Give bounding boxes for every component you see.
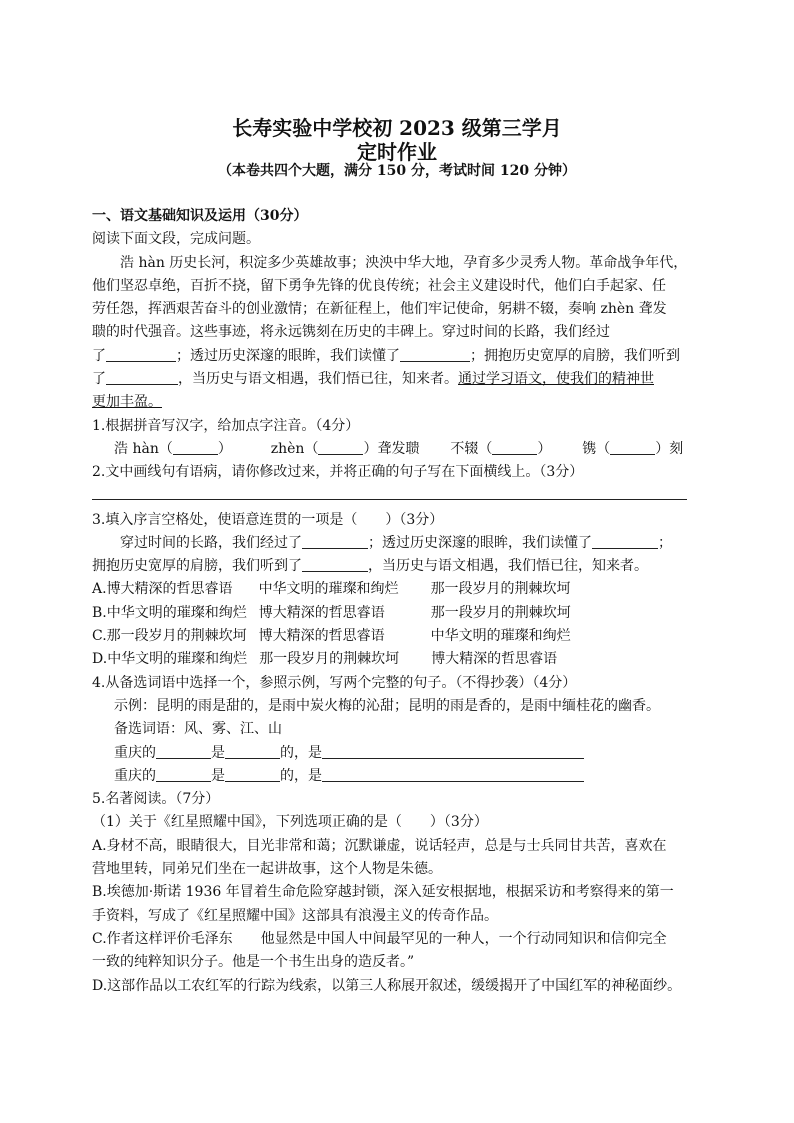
answer-blank[interactable] <box>322 744 584 759</box>
answer-blank[interactable] <box>225 744 280 759</box>
underlined-sentence: 通过学习语文，使我们的精神世 <box>458 371 654 388</box>
option-label: C. <box>92 628 107 645</box>
underlined-sentence-end: 更加丰盈。 <box>92 394 162 411</box>
answer-blank[interactable] <box>106 347 176 362</box>
question-5-stem: 5.名著阅读。（7分） <box>92 791 220 808</box>
q3-passage-line <box>92 532 712 555</box>
q4-text: 的，是 <box>280 767 322 784</box>
q1-item-text: 浩 hàn（ <box>114 440 173 457</box>
option-text: 那一段岁月的荆棘坎坷 <box>430 581 571 598</box>
answer-blank[interactable] <box>302 557 368 572</box>
q3-option-c[interactable] <box>92 625 712 648</box>
q5-option-d[interactable]: D.这部作品以工农红军的行踪为线索，以第三人称展开叙述，缓缓揭开了中国红军的神秘面纱。 <box>92 977 682 994</box>
q3-text: ；透过历史深邃的眼眸，我们读懂了 <box>368 534 592 551</box>
q4-word-choices: 备选词语：风、雾、江、山 <box>114 721 282 738</box>
answer-line[interactable] <box>92 485 687 500</box>
q5-option-c[interactable]: C.作者这样评价毛泽东 他显然是中国人中间最罕见的一种人，一个行动同知识和信仰完全 <box>92 930 667 947</box>
section-heading: 一、语文基础知识及运用（30分） <box>92 208 308 224</box>
answer-blank[interactable] <box>156 744 211 759</box>
question-1-stem: 1.根据拼音写汉字，给加点字注音。（4分） <box>92 417 360 434</box>
option-text: 中华文明的璀璨和绚烂 <box>430 628 571 645</box>
question-2-stem: 2.文中画线句有语病，请你修改过来，并将正确的句子写在下面横线上。（3分） <box>92 464 584 481</box>
passage-line: 劳任怨，挥洒艰苦奋斗的创业激情；在新征程上，他们牢记使命，躬耕不辍，奏响 zhèn 聋发 <box>92 301 667 318</box>
answer-blank[interactable] <box>156 767 211 782</box>
q3-option-b[interactable] <box>92 602 712 625</box>
q1-item-text: ）聋发聩 <box>363 440 420 457</box>
reading-intro: 阅读下面文段，完成问题。 <box>92 231 260 248</box>
passage-text: 了 <box>92 371 106 388</box>
option-label: D. <box>92 651 108 668</box>
q3-passage-line <box>92 555 712 578</box>
answer-blank[interactable] <box>492 440 537 455</box>
q4-example: 示例：昆明的雨是甜的，是雨中炭火梅的沁甜；昆明的雨是香的，是雨中缅桂花的幽香。 <box>114 697 660 714</box>
q4-text: 的，是 <box>280 744 322 761</box>
option-text: 那一段岁月的荆棘坎坷 <box>430 604 571 621</box>
section-one <box>92 205 712 998</box>
option-text: 博大精深的哲思睿语 <box>258 604 385 621</box>
option-text: 中华文明的璀璨和绚烂 <box>107 651 248 668</box>
answer-blank[interactable] <box>400 347 470 362</box>
answer-blank[interactable] <box>610 440 655 455</box>
answer-blank[interactable] <box>173 440 218 455</box>
answer-blank[interactable] <box>322 767 584 782</box>
q5-option-b-cont: 手资料，写成了《红星照耀中国》这部具有浪漫主义的传奇作品。 <box>92 907 498 924</box>
option-text: 博大精深的哲思睿语 <box>431 651 558 668</box>
q3-text: ，当历史与语文相遇，我们悟已往，知来者。 <box>368 558 648 575</box>
q1-item-text: ）刻 <box>655 440 684 457</box>
q3-text: 拥抱历史宽厚的肩膀，我们听到了 <box>92 558 302 575</box>
q5-option-a-cont: 营地里转，同弟兄们坐在一起讲故事，这个人物是朱德。 <box>92 861 442 878</box>
option-label: B. <box>92 604 107 621</box>
passage-line: 他们坚忍卓绝，百折不挠，留下勇争先锋的优良传统；社会主义建设时代，他们白手起家、任 <box>92 277 666 294</box>
passage-text: ，当历史与语文相遇，我们悟已往，知来者。 <box>178 371 458 388</box>
q1-item-text: 镌（ <box>582 440 611 457</box>
passage-text: 了 <box>92 347 106 364</box>
q1-item-text: ） <box>217 440 232 457</box>
option-text: 那一段岁月的荆棘坎坷 <box>106 628 247 645</box>
option-label: A. <box>92 581 107 598</box>
passage-line: 浩 hàn 历史长河，积淀多少英雄故事；泱泱中华大地，孕育多少灵秀人物。革命战争年代， <box>120 254 688 271</box>
q4-answer-row <box>92 765 712 788</box>
question-4-stem: 4.从备选词语中选择一个，参照示例，写两个完整的句子。（不得抄袭）（4分） <box>92 674 577 691</box>
q1-item-text: 不辍（ <box>450 440 493 457</box>
exam-subtitle: （本卷共四个大题，满分 150 分，考试时间 120 分钟） <box>218 163 576 179</box>
exam-title: 长寿实验中学校初 2023 级第三学月 <box>232 116 562 140</box>
q3-option-d[interactable] <box>92 648 712 671</box>
passage-line: 聩的时代强音。这些事迹，将永远镌刻在历史的丰碑上。穿过时间的长路，我们经过 <box>92 324 610 341</box>
q3-option-a[interactable] <box>92 578 712 601</box>
option-text: 那一段岁月的荆棘坎坷 <box>259 651 400 668</box>
option-text: 博大精深的哲思睿语 <box>106 581 233 598</box>
option-text: 中华文明的璀璨和绚烂 <box>106 604 247 621</box>
q1-item-text: ） <box>537 440 552 457</box>
q5-option-a[interactable]: A.身材不高，眼睛很大，目光非常和蔼；沉默谦虚，说话轻声，总是与士兵同甘共苦，喜欢在 <box>92 837 667 854</box>
q5-option-b[interactable]: B.埃德加·斯诺 1936 年冒着生命危险穿越封锁，深入延安根据地，根据采访和考察得来的第一 <box>92 884 674 901</box>
answer-blank[interactable] <box>592 534 658 549</box>
option-text: 中华文明的璀璨和绚烂 <box>258 581 399 598</box>
question-3-stem: 3.填入序言空格处，使语意连贯的一项是（ ）（3分） <box>92 511 444 528</box>
q5-option-c-cont: 一致的纯粹知识分子。他是一个书生出身的造反者。” <box>92 954 415 971</box>
q4-text: 是 <box>211 767 225 784</box>
q1-item-text: zhèn（ <box>270 440 319 457</box>
q3-text: ； <box>658 534 672 551</box>
q5-sub-question: （1）关于《红星照耀中国》，下列选项正确的是（ ）（3分） <box>92 814 488 831</box>
passage-text: ；拥抱历史宽厚的肩膀，我们听到 <box>470 347 680 364</box>
passage-line <box>92 345 712 368</box>
answer-blank[interactable] <box>302 534 368 549</box>
exam-title-line2: 定时作业 <box>357 140 437 164</box>
answer-blank[interactable] <box>318 440 363 455</box>
option-text: 博大精深的哲思睿语 <box>258 628 385 645</box>
q4-text: 是 <box>211 744 225 761</box>
q3-text: 穿过时间的长路，我们经过了 <box>120 534 302 551</box>
answer-blank[interactable] <box>106 370 178 385</box>
q4-answer-row <box>92 742 712 765</box>
q4-text: 重庆的 <box>114 767 156 784</box>
answer-blank[interactable] <box>225 767 280 782</box>
passage-text: ；透过历史深邃的眼眸，我们读懂了 <box>176 347 400 364</box>
q4-text: 重庆的 <box>114 744 156 761</box>
passage-line <box>92 368 712 391</box>
question-1-items <box>92 438 712 461</box>
